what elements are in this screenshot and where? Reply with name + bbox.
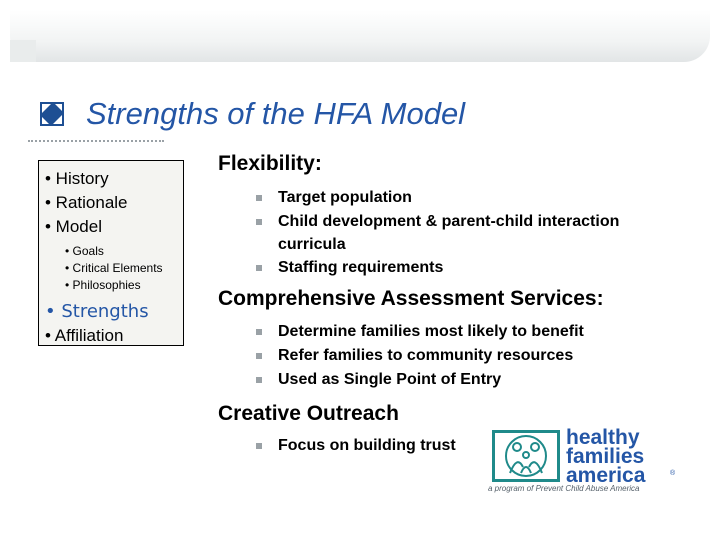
list-item: Child development & parent-child interaction curricula: [254, 210, 678, 256]
section-heading-flexibility: Flexibility:: [218, 152, 322, 175]
bullet-square-icon: [256, 265, 262, 271]
family-emblem-icon: [492, 430, 560, 482]
bullet-square-icon: [256, 219, 262, 225]
logo-tagline: a program of Prevent Child Abuse America: [488, 484, 640, 493]
list-item: Staffing requirements: [254, 256, 678, 280]
nav-item-history[interactable]: • History: [45, 169, 109, 188]
corner-brackets-icon: [40, 102, 64, 126]
nav-item-model[interactable]: • Model: [45, 217, 102, 236]
title-dotted-divider: [28, 140, 164, 142]
hfa-logo: [484, 426, 698, 494]
list-item: Focus on building trust: [254, 434, 456, 458]
topic-nav-box: [38, 160, 184, 346]
header-band: [10, 10, 710, 62]
section-heading-outreach: Creative Outreach: [218, 402, 399, 425]
registered-mark-icon: ®: [670, 470, 676, 477]
bullet-square-icon: [256, 329, 262, 335]
bullets-assessment: [254, 320, 584, 392]
bullets-outreach: [254, 434, 456, 458]
nav-subitem-philosophies[interactable]: • Philosophies: [65, 278, 141, 292]
header-side-band: [10, 40, 36, 62]
nav-item-strengths[interactable]: • Strengths: [45, 301, 149, 322]
nav-subitem-critical-elements[interactable]: • Critical Elements: [65, 261, 163, 275]
bullet-square-icon: [256, 377, 262, 383]
section-heading-assessment: Comprehensive Assessment Services:: [218, 287, 604, 310]
bullet-square-icon: [256, 443, 262, 449]
bullets-flexibility: [254, 186, 678, 280]
nav-item-rationale[interactable]: • Rationale: [45, 193, 128, 212]
family-figures-icon: [495, 433, 557, 479]
bullet-square-icon: [256, 353, 262, 359]
nav-subitem-goals[interactable]: • Goals: [65, 244, 104, 258]
logo-wordmark: healthy families america: [566, 426, 646, 487]
nav-item-affiliation[interactable]: • Affiliation: [45, 326, 124, 345]
slide-title: Strengths of the HFA Model: [86, 96, 466, 131]
list-item: Used as Single Point of Entry: [254, 368, 584, 392]
list-item: Determine families most likely to benefit: [254, 320, 584, 344]
list-item: Refer families to community resources: [254, 344, 584, 368]
list-item: Target population: [254, 186, 678, 210]
bullet-square-icon: [256, 195, 262, 201]
nav-sublist: [45, 243, 179, 294]
